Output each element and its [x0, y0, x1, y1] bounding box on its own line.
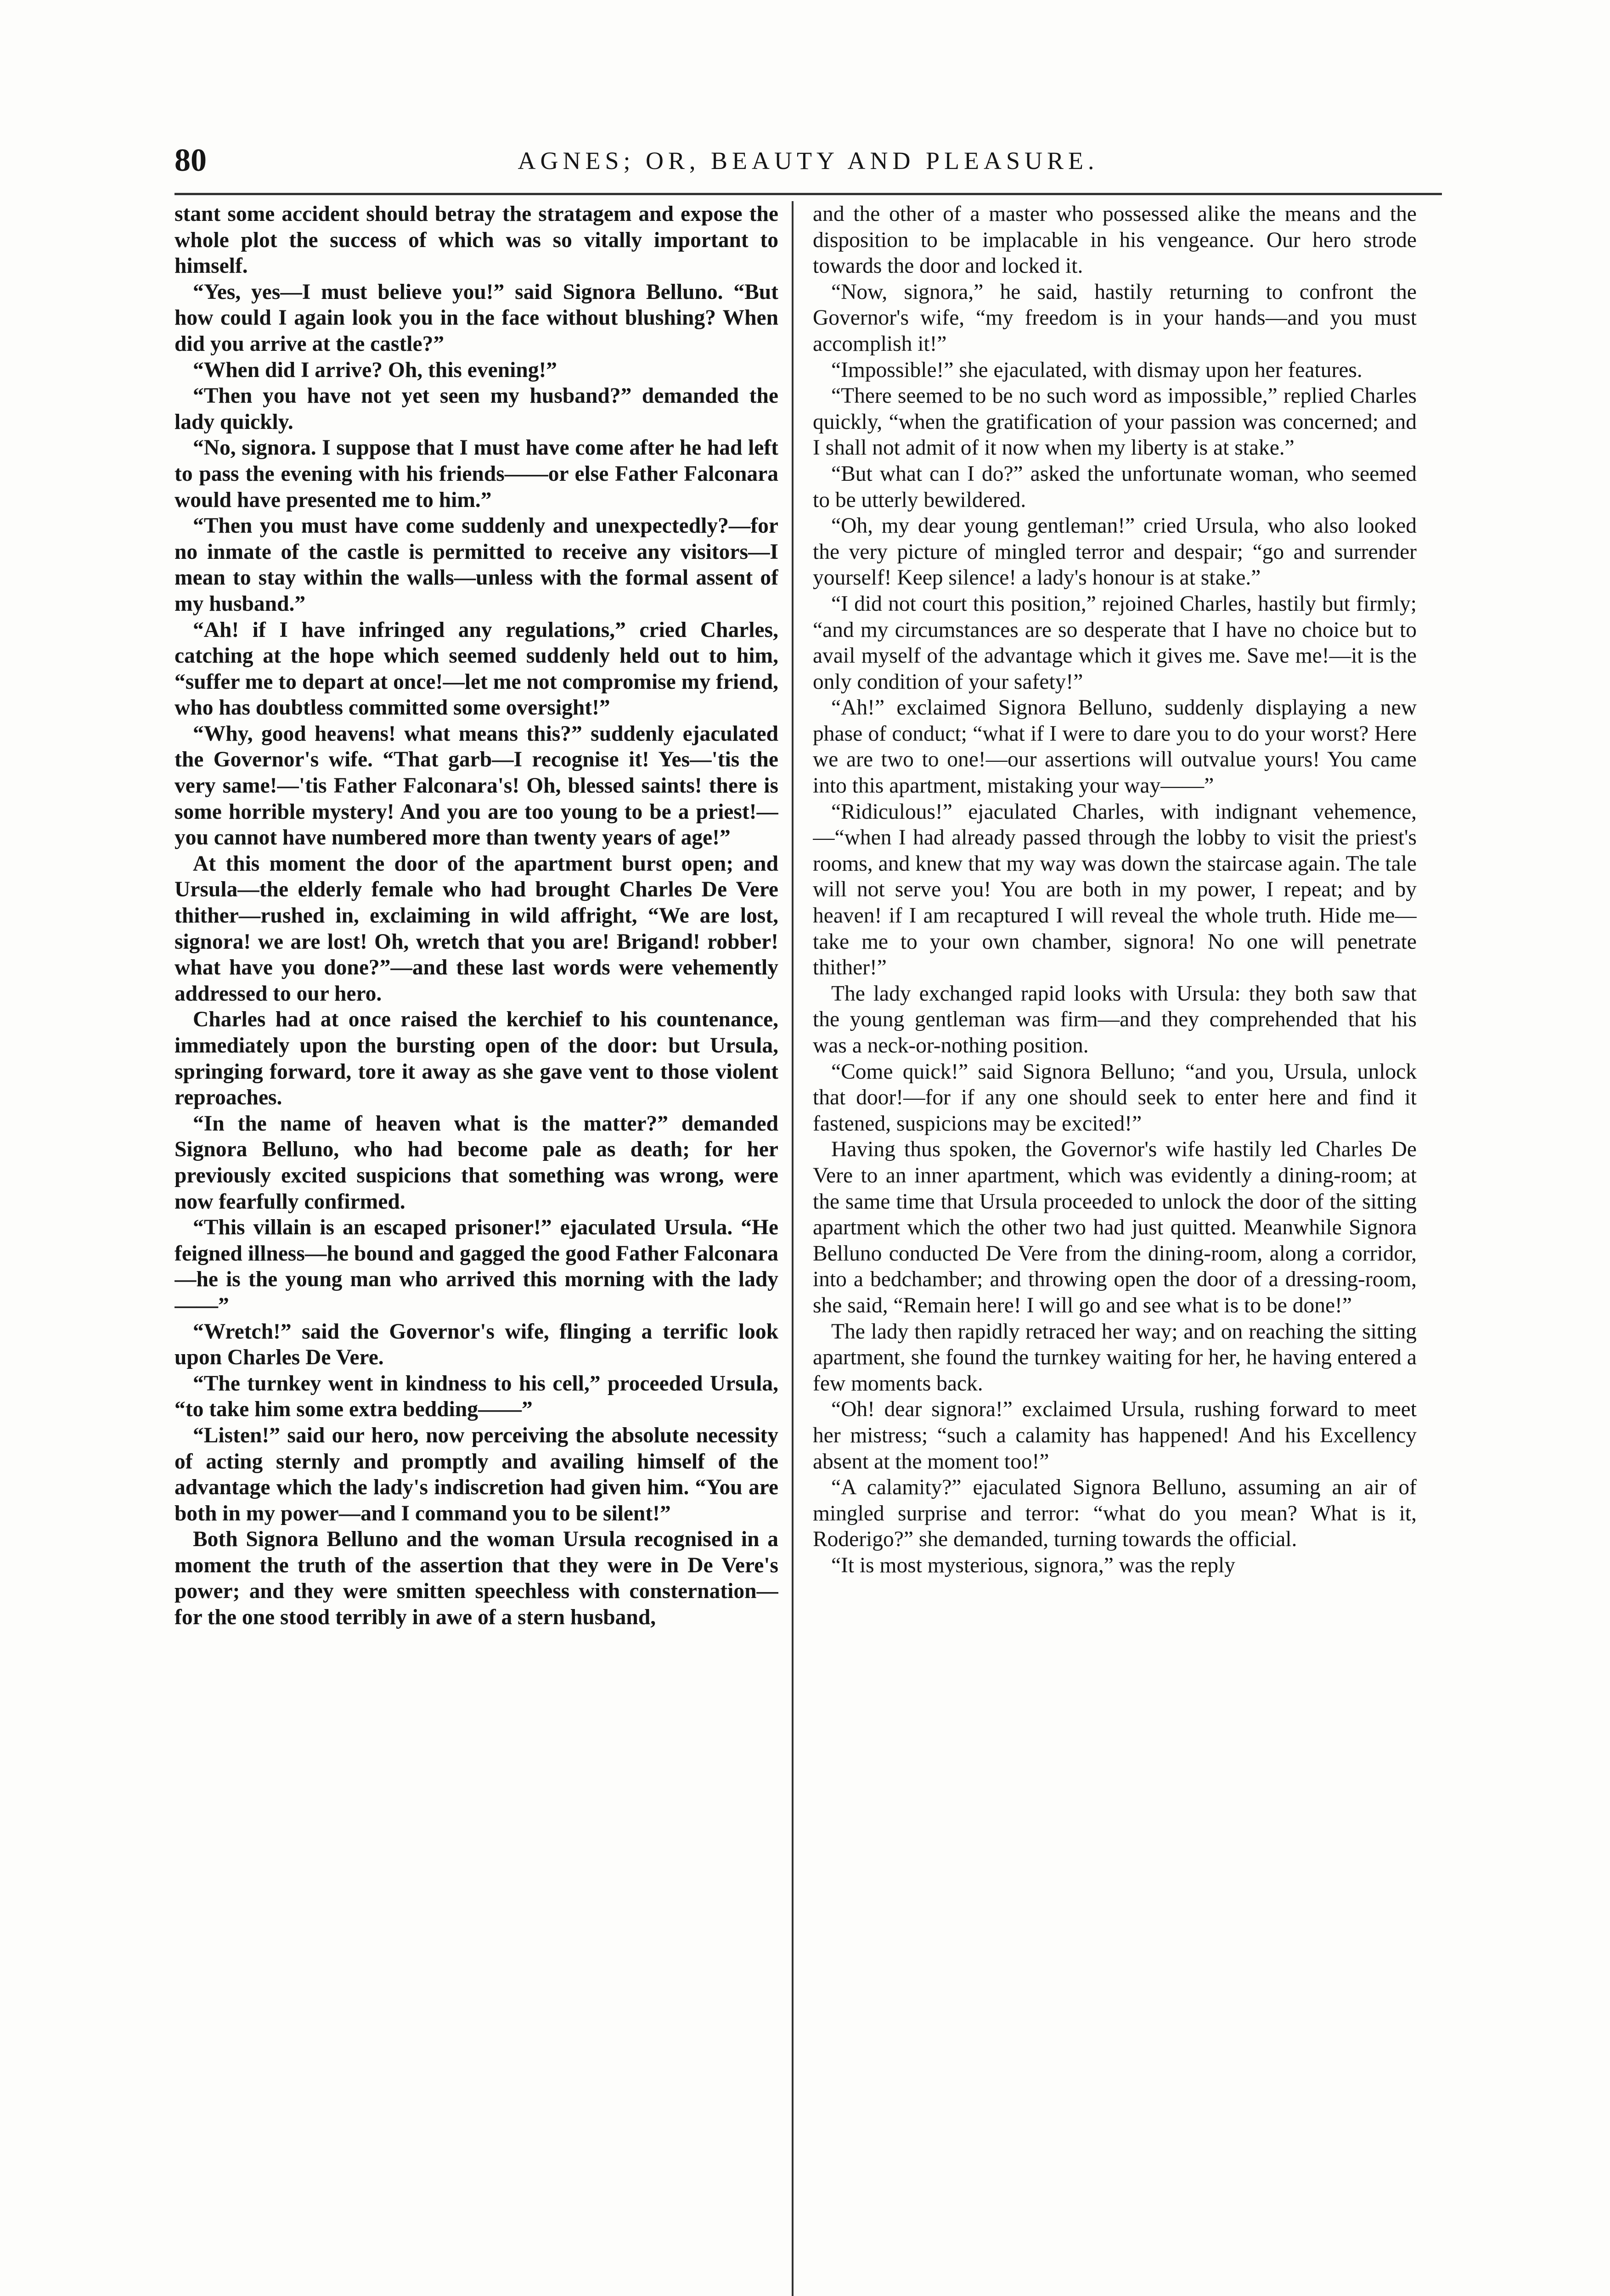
right-text-column: [813, 201, 1417, 2296]
paragraph: “A calamity?” ejaculated Signora Belluno, assuming an air of mingled surprise and terror: “what do you mean? What is it, Roderigo?” she demanded, turning towards the official.: [813, 1475, 1417, 1552]
paragraph: “This villain is an escaped prisoner!” ejaculated Ursula. “He feigned illness—he bound and gagged the good Father Falconara—he is the young man who arrived this morning with the lady——”: [175, 1216, 778, 1317]
column-divider: [792, 201, 794, 2296]
header-rule: [175, 193, 1442, 195]
paragraph: “The turnkey went in kindness to his cell,” proceeded Ursula, “to take him some extra bedding——”: [175, 1371, 778, 1422]
paragraph: “Come quick!” said Signora Belluno; “and you, Ursula, unlock that door!—for if any one should seek to enter here and find it fastened, suspicions may be excited!”: [813, 1059, 1417, 1136]
running-title: AGNES; OR, BEAUTY AND PLEASURE.: [518, 147, 1099, 174]
paragraph: “There seemed to be no such word as impossible,” replied Charles quickly, “when the gratification of your passion was concerned; and I shall not admit of it now when my liberty is at stake.”: [813, 384, 1417, 460]
paragraph: At this moment the door of the apartment burst open; and Ursula—the elderly female who had brought Charles De Vere thither—rushed in, exclaiming in wild affright, “We are lost, signora! we are lost! Oh, wretch that you are! Brigand! robber! what have you done?”—and these last words were vehemently addressed to our hero.: [175, 851, 778, 1006]
paragraph: Charles had at once raised the kerchief to his countenance, immediately upon the bursting open of the door: but Ursula, springing forward, tore it away as she gave vent to those violent reproaches.: [175, 1007, 778, 1110]
paragraph: “Why, good heavens! what means this?” suddenly ejaculated the Governor's wife. “That garb—I recognise it! Yes—'tis the very same!—'tis Father Falconara's! Oh, blessed saints! there is some horrible mystery! And you are too young to be a priest!—you cannot have numbered more than twenty years of age!”: [175, 721, 778, 850]
paragraph: The lady exchanged rapid looks with Ursula: they both saw that the young gentleman was firm—and they comprehended that his was a neck-or-nothing position.: [813, 981, 1417, 1058]
paragraph: “Yes, yes—I must believe you!” said Signora Belluno. “But how could I again look you in the face without blushing? When did you arrive at the castle?”: [175, 280, 778, 356]
paragraph: “Wretch!” said the Governor's wife, flinging a terrific look upon Charles De Vere.: [175, 1319, 778, 1370]
paragraph: stant some accident should betray the stratagem and expose the whole plot the success of which was so vitally important to himself.: [175, 202, 778, 278]
paragraph: The lady then rapidly retraced her way; and on reaching the sitting apartment, she found the turnkey waiting for her, he having entered a few moments back.: [813, 1319, 1417, 1396]
paragraph: and the other of a master who possessed alike the means and the disposition to be implacable in his vengeance. Our hero strode towards the door and locked it.: [813, 202, 1417, 278]
paragraph: “Oh! dear signora!” exclaimed Ursula, rushing forward to meet her mistress; “such a calamity has happened! And his Excellency absent at the moment too!”: [813, 1397, 1417, 1474]
paragraph: “Ah! if I have infringed any regulations,” cried Charles, catching at the hope which seemed suddenly held out to him, “suffer me to depart at once!—let me not compromise my friend, who has doubtless committed some oversight!”: [175, 618, 778, 720]
paragraph: “I did not court this position,” rejoined Charles, hastily but firmly; “and my circumstances are so desperate that I have no choice but to avail myself of the advantage which it gives me. Save me!—it is the only condition of your safety!”: [813, 591, 1417, 694]
paragraph: “Now, signora,” he said, hastily returning to confront the Governor's wife, “my freedom is in your hands—and you must accomplish it!”: [813, 280, 1417, 356]
paragraph: Having thus spoken, the Governor's wife hastily led Charles De Vere to an inner apartment, which was evidently a dining-room; at the same time that Ursula proceeded to unlock the door of the sitting apartment which the other two had just quitted. Meanwhile Signora Belluno conducted De Vere from the dining-room, along a corridor, into a bedchamber; and throwing open the door of a dressing-room, she said, “Remain here! I will go and see what is to be done!”: [813, 1137, 1417, 1317]
paragraph: “Ah!” exclaimed Signora Belluno, suddenly displaying a new phase of conduct; “what if I were to dare you to do your worst? Here we are two to one!—our assertions will outvalue yours! You came into this apartment, mistaking your way——”: [813, 696, 1417, 798]
paragraph: “Impossible!” she ejaculated, with dismay upon her features.: [831, 358, 1362, 382]
paragraph: “Oh, my dear young gentleman!” cried Ursula, who also looked the very picture of mingled terror and despair; “go and surrender yourself! Keep silence! a lady's honour is at stake.”: [813, 514, 1417, 590]
paragraph: “When did I arrive? Oh, this evening!”: [193, 358, 557, 382]
page-number: 80: [175, 143, 207, 178]
paragraph: “But what can I do?” asked the unfortunate woman, who seemed to be utterly bewildered.: [813, 461, 1417, 512]
paragraph: “It is most mysterious, signora,” was the reply: [831, 1553, 1235, 1577]
paragraph: “Ridiculous!” ejaculated Charles, with indignant vehemence,—“when I had already passed through the lobby to visit the priest's rooms, and knew that my way was down the staircase again. The tale will not serve you! You are both in my power, I repeat; and by heaven! if I am recaptured I will reveal the whole truth. Hide me—take me to your own chamber, signora! No one will penetrate thither!”: [813, 799, 1417, 980]
paragraph: “Listen!” said our hero, now perceiving the absolute necessity of acting sternly and promptly and availing himself of the advantage which the lady's indiscretion had given him. “You are both in my power—and I command you to be silent!”: [175, 1423, 778, 1525]
paragraph: Both Signora Belluno and the woman Ursula recognised in a moment the truth of the assertion that they were in De Vere's power; and they were smitten speechless with consternation—for the one stood terribly in awe of a stern husband,: [175, 1527, 778, 1630]
paragraph: “In the name of heaven what is the matter?” demanded Signora Belluno, who had become pale as death; for her previously excited suspicions that something was wrong, were now fearfully confirmed.: [175, 1111, 778, 1214]
paragraph: “No, signora. I suppose that I must have come after he had left to pass the evening with his friends——or else Father Falconara would have presented me to him.”: [175, 436, 778, 512]
left-text-column: [175, 201, 778, 2296]
paragraph: “Then you have not yet seen my husband?” demanded the lady quickly.: [175, 384, 778, 434]
page-header: [175, 138, 1442, 184]
paragraph: “Then you must have come suddenly and unexpectedly?—for no inmate of the castle is permitted to receive any visitors—I mean to stay within the walls—unless with the formal assent of my husband.”: [175, 514, 778, 616]
